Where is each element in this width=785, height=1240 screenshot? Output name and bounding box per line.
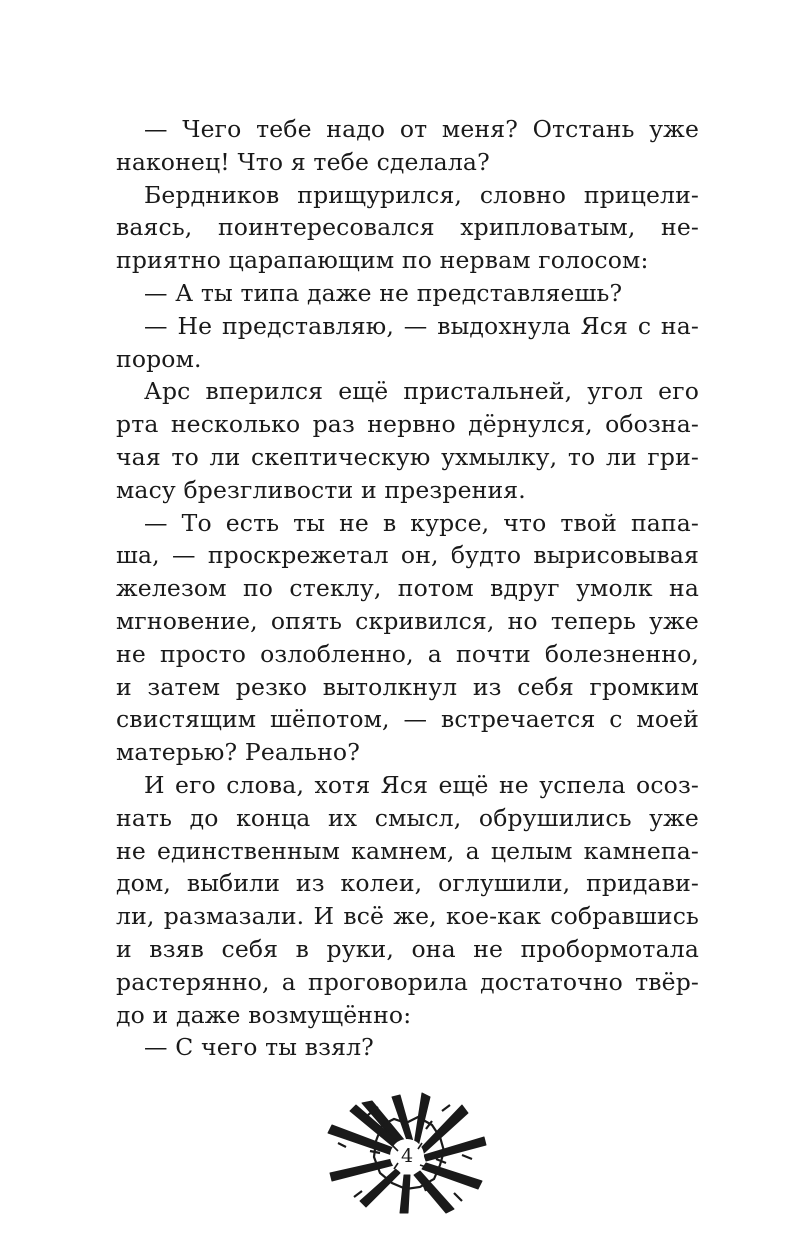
text-line: И его слова, хотя Яся ещё не успела осоз- (144, 770, 699, 799)
text-line: ли, размазали. И всё же, кое-как собравшись (116, 902, 699, 931)
text-line: свистящим шёпотом, — встречается с моей (116, 705, 699, 734)
page-folio (322, 1085, 492, 1215)
text-line: матерью? Реально? (116, 738, 360, 767)
text-line: — Не представляю, — выдохнула Яся с на- (144, 311, 699, 340)
text-line: пором. (116, 344, 202, 373)
page-number: 4 (400, 1145, 414, 1167)
text-line: — А ты типа даже не представляешь? (144, 278, 623, 307)
text-line: масу брезгливости и презрения. (116, 475, 526, 504)
text-line: приятно царапающим по нервам голосом: (116, 246, 649, 275)
text-line: растерянно, а проговорила достаточно твёр- (116, 967, 699, 996)
text-line: мгновение, опять скривился, но теперь уже (116, 606, 699, 635)
text-line: нать до конца их смысл, обрушились уже (116, 803, 699, 832)
text-line: не просто озлобленно, а почти болезненно, (116, 639, 699, 668)
text-line: ша, — проскрежетал он, будто вырисовывая (116, 541, 699, 570)
body-text (116, 113, 699, 1064)
text-line: и взяв себя в руки, она не пробормотала (116, 934, 699, 963)
text-line: и затем резко вытолкнул из себя громким (116, 672, 699, 701)
text-line: рта несколько раз нервно дёрнулся, обозна- (116, 410, 699, 439)
text-line: — То есть ты не в курсе, что твой папа- (144, 508, 699, 537)
text-line: ваясь, поинтересовался хрипловатым, не- (116, 213, 699, 242)
text-line: не единственным камнем, а целым камнепа- (116, 836, 699, 865)
text-line: — С чего ты взял? (144, 1033, 374, 1062)
text-line: наконец! Что я тебе сделала? (116, 147, 490, 176)
text-line: чая то ли скептическую ухмылку, то ли гри- (116, 442, 699, 471)
text-line: до и даже возмущённо: (116, 1000, 412, 1029)
text-line: Арс вперился ещё пристальней, угол его (144, 377, 699, 406)
text-line: дом, выбили из колеи, оглушили, придави- (116, 869, 699, 898)
text-line: железом по стеклу, потом вдруг умолк на (116, 574, 699, 603)
text-line: — Чего тебе надо от меня? Отстань уже (144, 115, 699, 143)
text-line: Бердников прищурился, словно прицели- (144, 180, 699, 209)
